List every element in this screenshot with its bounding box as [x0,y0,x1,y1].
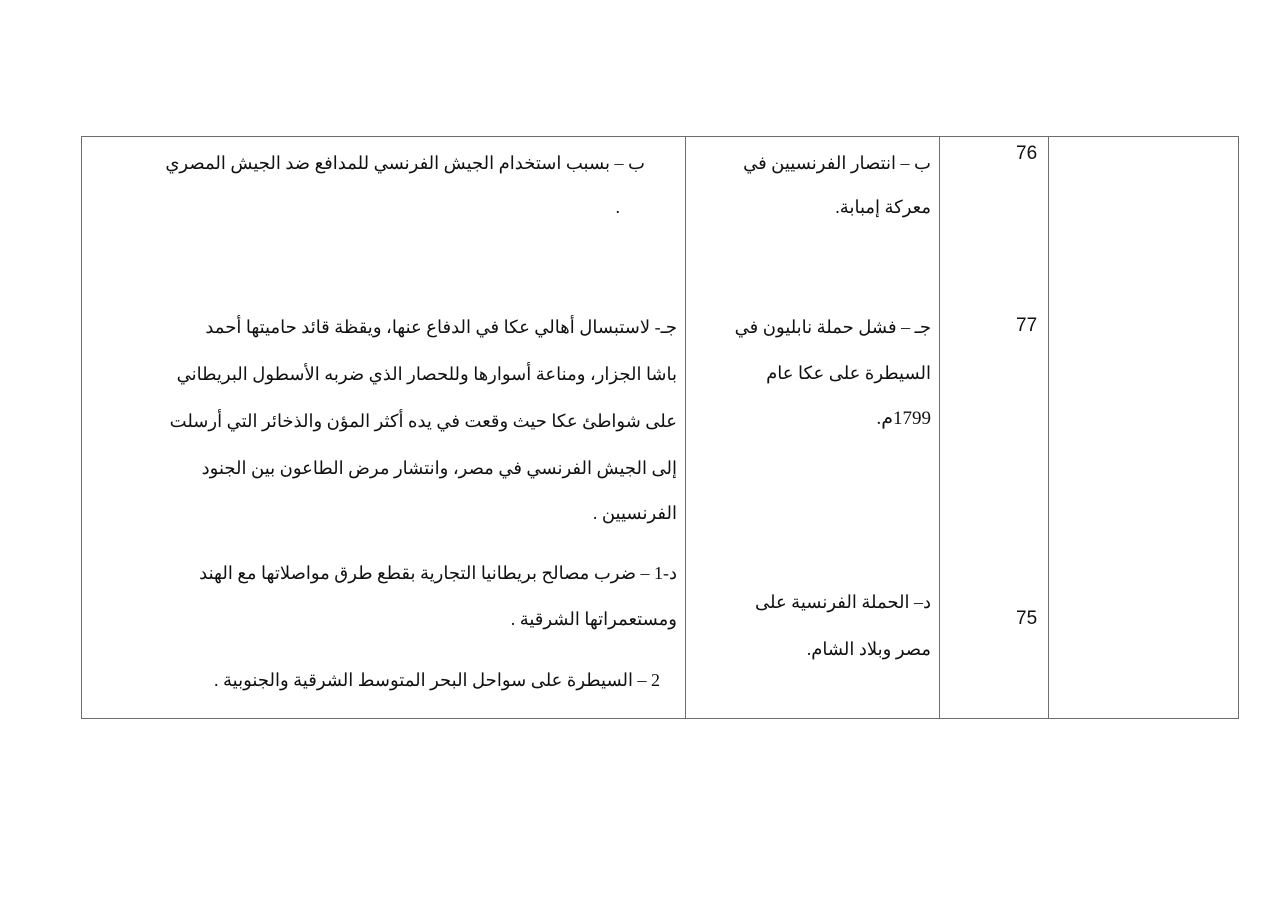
reason-line: الفرنسيين . [592,503,677,523]
reason-line: د-1 – ضرب مصالح بريطانيا التجارية بقطع طرق مواصلاتها مع الهند [199,563,677,583]
reason-line: ومستعمراتها الشرقية . [510,609,677,629]
topic-line: السيطرة على عكا عام [766,363,931,383]
question-number: 77 [1016,315,1038,336]
reason-line: . [615,197,620,217]
reason-line: جـ- لاستبسال أهالي عكا في الدفاع عنها، ويقظة قائد حاميتها أحمد [205,317,677,337]
topic-line: 1799م. [876,408,931,429]
topic-line: جـ – فشل حملة نابليون في [734,317,931,337]
topic-line: مصر وبلاد الشام. [806,639,931,659]
reason-line: باشا الجزار، ومناعة أسوارها وللحصار الذي ضربه الأسطول البريطاني [176,364,677,384]
reason-line: على شواطئ عكا حيث وقعت في يده أكثر المؤن والذخائر التي أرسلت [169,411,677,431]
column-divider [939,137,940,718]
reason-line: 2 – السيطرة على سواحل البحر المتوسط الشرقية والجنوبية . [214,670,660,690]
reason-line: ب – بسبب استخدام الجيش الفرنسي للمدافع ضد الجيش المصري [165,153,645,173]
column-divider [685,137,686,718]
question-number: 76 [1016,143,1038,164]
topic-line: معركة إمبابة. [835,197,931,217]
answer-table [81,136,1239,719]
question-number: 75 [1016,608,1038,629]
topic-line: ب – انتصار الفرنسيين في [743,153,931,173]
reason-line: إلى الجيش الفرنسي في مصر، وانتشار مرض الطاعون بين الجنود [201,458,677,478]
topic-line: د– الحملة الفرنسية على [754,592,931,612]
column-divider [1048,137,1049,718]
